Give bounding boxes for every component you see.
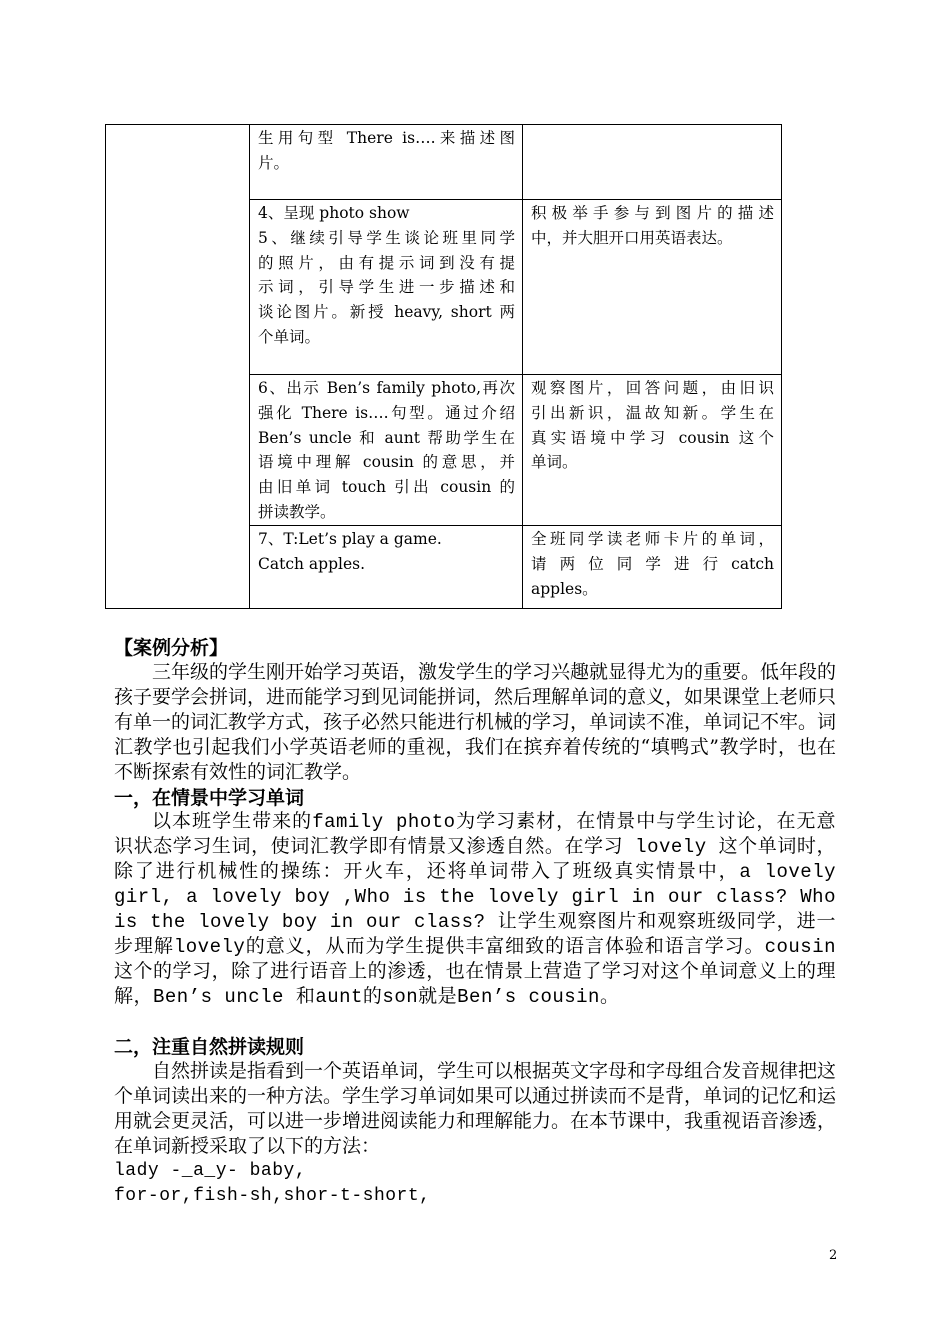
table-row	[106, 125, 782, 200]
page-number: 2	[829, 1248, 838, 1263]
analysis-intro-paragraph: 三年级的学生刚开始学习英语，激发学生的学习兴趣就显得尤为的重要。低年段的孩子要学会拼词，进而能学习到见词能拼词，然后理解单词的意义，如果课堂上老师只有单一的词汇教学方式，孩子必然只能进行机械的学习，单词读不准，单词记不牢。词汇教学也引起我们小学英语老师的重视，我们在摈弃着传统的“填鸭式”教学时，也在不断探索有效性的词汇教学。	[114, 661, 837, 783]
section-2-paragraph: 自然拼读是指看到一个英语单词，学生可以根据英文字母和字母组合发音规律把这个单词读出来的一种方法。学生学习单词如果可以通过拼读而不是背，单词的记忆和运用就会更灵活，可以进一步增进阅读能力和理解能力。在本节课中，我重视语音渗透，在单词新授采取了以下的方法：	[114, 1060, 837, 1157]
section-2-heading: 二，注重自然拼读规则	[114, 1036, 305, 1058]
teacher-activity-cell: 生用句型 There is….来描述图 片。	[250, 125, 523, 200]
teacher-activity-cell: 7、T:Let’s play a game. Catch apples.	[250, 526, 523, 609]
student-activity-cell	[523, 125, 782, 200]
stage-cell	[106, 125, 250, 609]
analysis-title: 【案例分析】	[114, 637, 229, 659]
teacher-activity-cell: 6、出示 Ben’s family photo,再次 强化 There is….句型。通过介绍 Ben’s uncle 和 aunt 帮助学生在 语境中理解 cousin 的意思，并 由旧单词 touch 引出 cousin 的 拼读教学。	[250, 375, 523, 526]
student-activity-cell: 观察图片，回答问题，由旧识 引出新识，温故知新。学生在 真实语境中学习 cousin 这个 单词。	[523, 375, 782, 526]
section-1-heading: 一，在情景中学习单词	[114, 787, 305, 809]
teacher-activity-cell: 4、呈现 photo show 5、继续引导学生谈论班里同学 的照片，由有提示词到没有提 示词，引导学生进一步描述和 谈论图片。新授 heavy, short 两 个单词。	[250, 200, 523, 375]
student-activity-cell: 积极举手参与到图片的描述 中，并大胆开口用英语表达。	[523, 200, 782, 375]
student-activity-cell: 全班同学读老师卡片的单词， 请 两 位 同 学 进 行 catch apples。	[523, 526, 782, 609]
phonics-example-2: for-or,fish-sh,shor-t-short,	[114, 1186, 431, 1206]
section-1-paragraph: 以本班学生带来的family photo为学习素材，在情景中与学生讨论，在无意识状态学习生词，使词汇教学即有情景又渗透自然。在学习 lovely 这个单词时，除了进行机械性的操练：开火车，还将单词带入了班级真实情景中，a lovely girl, a lovely boy ,Who is the lovely girl in our class? Who is the lovely boy in our class? 让学生观察图片和观察班级同学，进一步理解lovely的意义，从而为学生提供丰富细致的语言体验和语言学习。cousin这个的学习，除了进行语音上的渗透，也在情景上营造了学习对这个单词意义上的理解，Ben’s uncle 和aunt的son就是Ben’s cousin。	[114, 811, 836, 1008]
lesson-plan-table	[105, 124, 782, 609]
phonics-example-1: lady -_a_y- baby,	[114, 1161, 307, 1181]
